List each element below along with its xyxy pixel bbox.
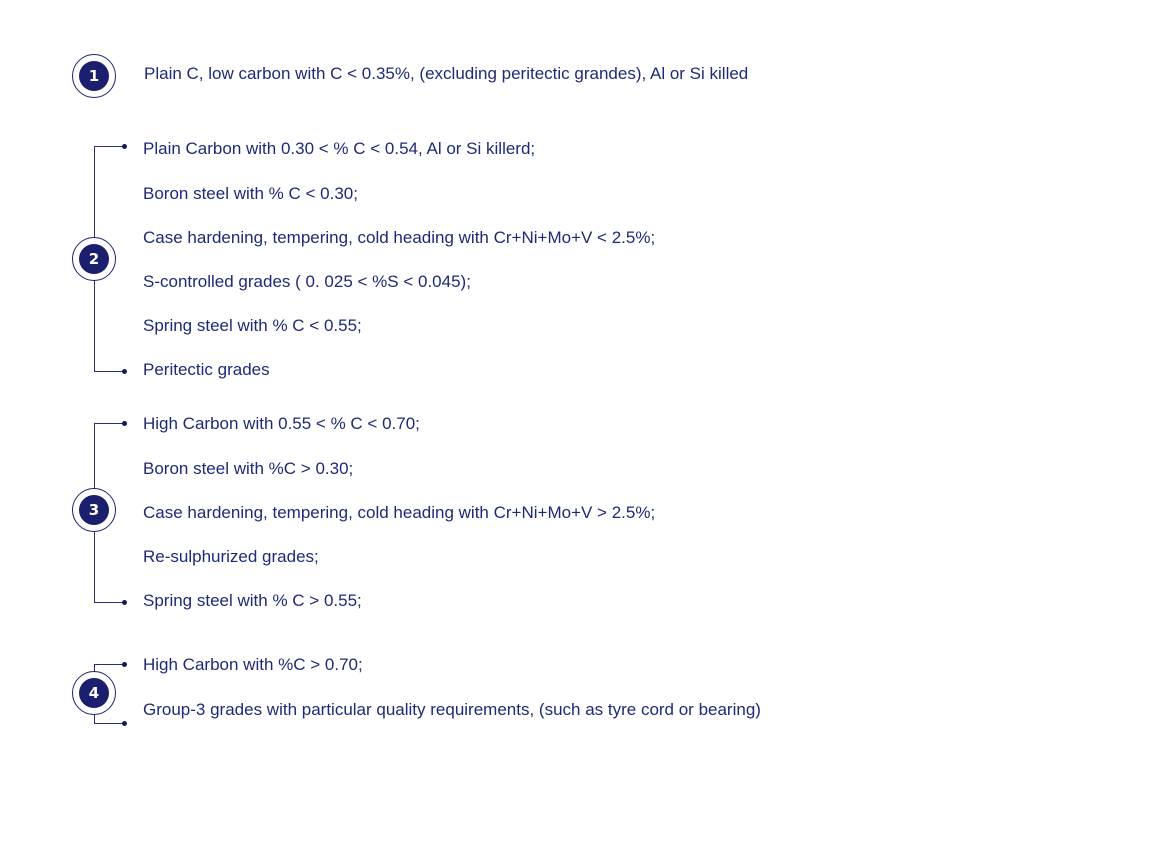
list-item: Spring steel with % C < 0.55;: [143, 316, 362, 335]
list-item: High Carbon with 0.55 < % C < 0.70;: [143, 414, 420, 433]
bracket-dot: [122, 421, 127, 426]
group-number-badge: [72, 488, 116, 532]
list-item: High Carbon with %C > 0.70;: [143, 655, 363, 674]
bracket-dot: [122, 600, 127, 605]
group-number: 3: [79, 495, 109, 525]
list-item: S-controlled grades ( 0. 025 < %S < 0.045);: [143, 272, 471, 291]
bracket-dot: [122, 369, 127, 374]
group-number: 2: [79, 244, 109, 274]
group-number: 4: [79, 678, 109, 708]
list-item: Re-sulphurized grades;: [143, 547, 319, 566]
list-item: Boron steel with % C < 0.30;: [143, 184, 358, 203]
bracket-dot: [122, 144, 127, 149]
group-number-badge: [72, 237, 116, 281]
list-item: Plain Carbon with 0.30 < % C < 0.54, Al or Si killerd;: [143, 139, 536, 158]
list-item: Spring steel with % C > 0.55;: [143, 591, 362, 610]
bracket-dot: [122, 721, 127, 726]
list-item: Peritectic grades: [143, 360, 270, 379]
list-item: Case hardening, tempering, cold heading with Cr+Ni+Mo+V > 2.5%;: [143, 503, 656, 522]
list-item: Plain C, low carbon with C < 0.35%, (excluding peritectic grandes), Al or Si killed: [144, 64, 749, 83]
list-item: Group-3 grades with particular quality requirements, (such as tyre cord or bearing): [143, 700, 761, 719]
bracket-dot: [122, 662, 127, 667]
list-item: Boron steel with %C > 0.30;: [143, 459, 354, 478]
group-number-badge: [72, 54, 116, 98]
group-number: 1: [79, 61, 109, 91]
list-item: Case hardening, tempering, cold heading with Cr+Ni+Mo+V < 2.5%;: [143, 228, 656, 247]
group-number-badge: [72, 671, 116, 715]
